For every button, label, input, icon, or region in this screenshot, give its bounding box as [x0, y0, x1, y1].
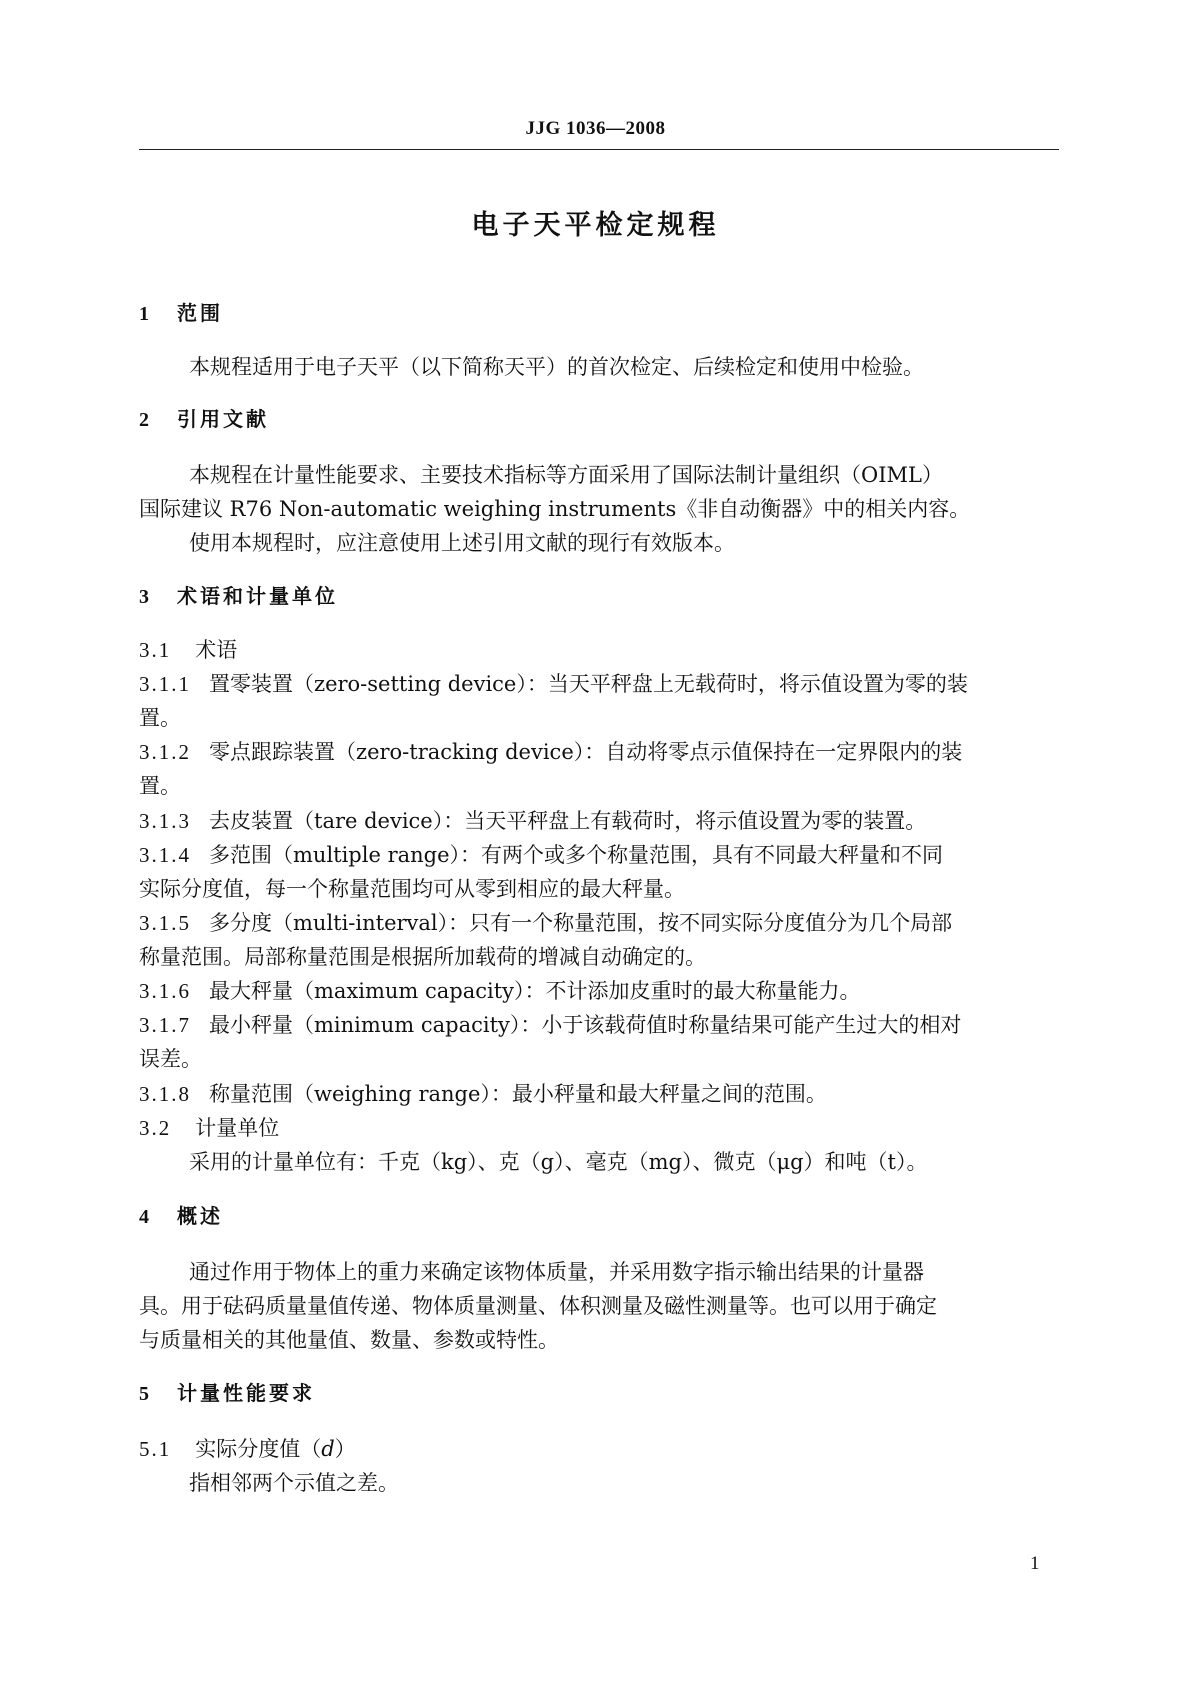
section-number: 2: [139, 409, 149, 431]
section-2-heading: [139, 406, 269, 433]
subsection-3-1: [139, 637, 237, 663]
section-2-paragraph-line: 本规程在计量性能要求、主要技术指标等方面采用了国际法制计量组织（OIML）: [189, 463, 943, 487]
section-5-heading: [139, 1380, 315, 1407]
page-number: 1: [1030, 1553, 1040, 1574]
clause-number: 3.1.4: [139, 843, 191, 867]
term-3-1-7: [139, 1012, 961, 1038]
term-3-1-2: [139, 739, 962, 765]
clause-number: 3.2: [139, 1116, 172, 1140]
clause-number: 3.1.7: [139, 1013, 191, 1037]
clause-text: 计量单位: [195, 1116, 280, 1140]
clause-text: 多范围（multiple range）：有两个或多个称量范围，具有不同最大秤量和不同: [209, 843, 944, 867]
clause-text: 术语: [195, 638, 238, 662]
clause-number: 5.1: [139, 1437, 172, 1461]
section-number: 3: [139, 586, 149, 608]
section-4-paragraph-line: 通过作用于物体上的重力来确定该物体质量，并采用数字指示输出结果的计量器: [189, 1260, 924, 1284]
units-paragraph: 采用的计量单位有：千克（kg）、克（g）、毫克（mg）、微克（μg）和吨（t）。: [189, 1150, 928, 1174]
term-3-1-4: [139, 842, 943, 868]
term-3-1-2-continued: 置。: [139, 774, 181, 798]
clause-number: 3.1.1: [139, 672, 191, 696]
clause-number: 3.1: [139, 638, 172, 662]
section-number: 4: [139, 1206, 149, 1228]
clause-text: 实际分度值（: [195, 1437, 322, 1461]
section-4-paragraph-line: 与质量相关的其他量值、数量、参数或特性。: [139, 1328, 559, 1352]
clause-number: 3.1.5: [139, 911, 191, 935]
section-title: 范围: [177, 301, 223, 325]
section-title: 计量性能要求: [177, 1381, 315, 1405]
section-4-paragraph-line: 具。用于砝码质量量值传递、物体质量测量、体积测量及磁性测量等。也可以用于确定: [139, 1294, 937, 1318]
clause-text: 最大秤量（maximum capacity）：不计添加皮重时的最大称量能力。: [209, 979, 861, 1003]
clause-number: 3.1.2: [139, 740, 191, 764]
term-3-1-8: [139, 1081, 827, 1107]
term-3-1-4-continued: 实际分度值，每一个称量范围均可从零到相应的最大秤量。: [139, 877, 685, 901]
section-2-paragraph-line: 国际建议 R76 Non-automatic weighing instruments《非自动衡器》中的相关内容。: [139, 497, 971, 521]
section-2-paragraph-line: 使用本规程时，应注意使用上述引用文献的现行有效版本。: [189, 531, 735, 555]
section-4-heading: [139, 1203, 223, 1230]
document-title: 电子天平检定规程: [471, 210, 720, 241]
clause-number: 3.1.6: [139, 979, 191, 1003]
clause-text: 零点跟踪装置（zero-tracking device）：自动将零点示值保持在一定界限内的装: [209, 740, 963, 764]
section-title: 术语和计量单位: [177, 584, 338, 608]
term-3-1-6: [139, 978, 861, 1004]
term-3-1-7-continued: 误差。: [139, 1047, 202, 1071]
subsection-3-2: [139, 1115, 279, 1141]
clause-number: 3.1.8: [139, 1082, 191, 1106]
term-3-1-5-continued: 称量范围。局部称量范围是根据所加载荷的增减自动确定的。: [139, 945, 706, 969]
clause-text: 去皮装置（tare device）：当天平秤盘上有载荷时，将示值设置为零的装置。: [209, 809, 927, 833]
section-1-paragraph: 本规程适用于电子天平（以下简称天平）的首次检定、后续检定和使用中检验。: [189, 355, 924, 379]
symbol-d: d: [321, 1437, 335, 1461]
subsection-5-1-description: 指相邻两个示值之差。: [189, 1471, 399, 1495]
section-title: 引用文献: [177, 407, 269, 431]
term-3-1-5: [139, 910, 952, 936]
term-3-1-1: [139, 671, 968, 697]
clause-text-close: ）: [334, 1437, 356, 1461]
subsection-5-1: [139, 1436, 356, 1462]
clause-text: 多分度（multi-interval）：只有一个称量范围，按不同实际分度值分为几个局部: [209, 911, 953, 935]
term-3-1-3: [139, 808, 926, 834]
clause-text: 置零装置（zero-setting device）：当天平秤盘上无载荷时，将示值设置为零的装: [209, 672, 968, 696]
clause-number: 3.1.3: [139, 809, 191, 833]
section-title: 概述: [177, 1204, 223, 1228]
section-number: 5: [139, 1383, 149, 1405]
term-3-1-1-continued: 置。: [139, 706, 181, 730]
section-number: 1: [139, 303, 149, 325]
clause-text: 称量范围（weighing range）：最小秤量和最大秤量之间的范围。: [209, 1082, 827, 1106]
section-3-heading: [139, 583, 338, 610]
standard-code: JJG 1036—2008: [525, 118, 666, 139]
header-rule: [139, 149, 1059, 150]
section-1-heading: [139, 300, 223, 327]
clause-text: 最小秤量（minimum capacity）：小于该载荷值时称量结果可能产生过大的相对: [209, 1013, 962, 1037]
